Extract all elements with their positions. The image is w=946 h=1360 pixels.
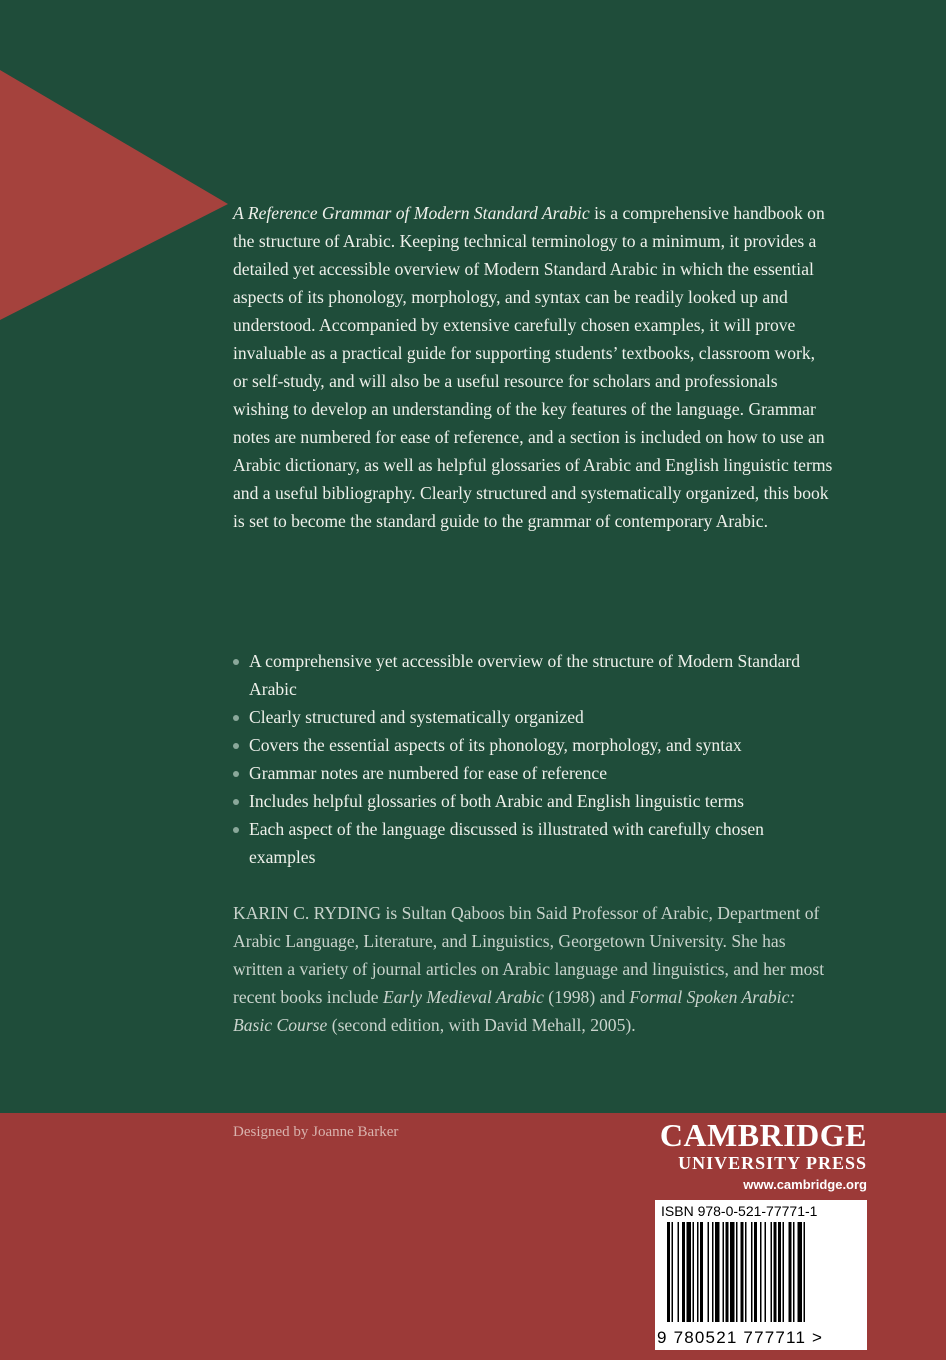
list-item: A comprehensive yet accessible overview of the structure of Modern Standard Arabic — [233, 647, 833, 703]
author-book-1: Early Medieval Arabic — [383, 987, 544, 1007]
publisher-name: CAMBRIDGE — [659, 1117, 867, 1153]
author-bio — [233, 899, 833, 1039]
author-bio-part1: KARIN C. RYDING is Sultan Qaboos bin Said Professor of Arabic, Department of Arabic Language, Literature, and Linguistics, Georgetown University. She has written a variety of journal articles on Arabic language and linguistics, and her most recent books include — [233, 903, 825, 1007]
designer-credit: Designed by Joanne Barker — [233, 1124, 399, 1140]
barcode-box — [655, 1200, 867, 1350]
publisher-press: UNIVERSITY PRESS — [678, 1153, 867, 1173]
barcode-digits: 9 780521 777711 > — [657, 1328, 824, 1347]
list-item: Clearly structured and systematically organized — [233, 703, 833, 731]
list-item: Includes helpful glossaries of both Arabic and English linguistic terms — [233, 787, 833, 815]
list-item: Each aspect of the language discussed is illustrated with carefully chosen examples — [233, 815, 833, 871]
author-book-2: Formal Spoken Arabic: Basic Course — [233, 987, 796, 1035]
feature-list — [233, 647, 833, 871]
book-description — [233, 199, 833, 535]
list-item: Covers the essential aspects of its phonology, morphology, and syntax — [233, 731, 833, 759]
list-item: Grammar notes are numbered for ease of reference — [233, 759, 833, 787]
author-bio-part3: (second edition, with David Mehall, 2005). — [327, 1015, 636, 1035]
publisher-logo — [655, 1118, 867, 1196]
description-text: is a comprehensive handbook on the structure of Arabic. Keeping technical terminology to a minimum, it provides a detailed yet accessible overview of Modern Standard Arabic in which the essential aspects of its phonology, morphology, and syntax can be readily looked up and understood. Accompanied by extensive carefully chosen examples, it will prove invaluable as a practical guide for supporting students’ textbooks, classroom work, or self-study, and will also be a useful resource for scholars and professionals wishing to develop an understanding of the key features of the language. Grammar notes are numbered for ease of reference, and a section is included on how to use an Arabic dictionary, as well as helpful glossaries of Arabic and English linguistic terms and a useful bibliography. Clearly structured and systematically organized, this book is set to become the standard guide to the grammar of contemporary Arabic. — [233, 203, 833, 531]
red-arrow-graphic — [0, 0, 240, 380]
publisher-url: www.cambridge.org — [743, 1177, 867, 1192]
isbn-label: ISBN 978-0-521-77771-1 — [661, 1203, 818, 1219]
author-bio-part2: (1998) and — [543, 987, 630, 1007]
book-title-italic: A Reference Grammar of Modern Standard Arabic — [233, 203, 590, 223]
barcode-icon — [667, 1222, 857, 1322]
